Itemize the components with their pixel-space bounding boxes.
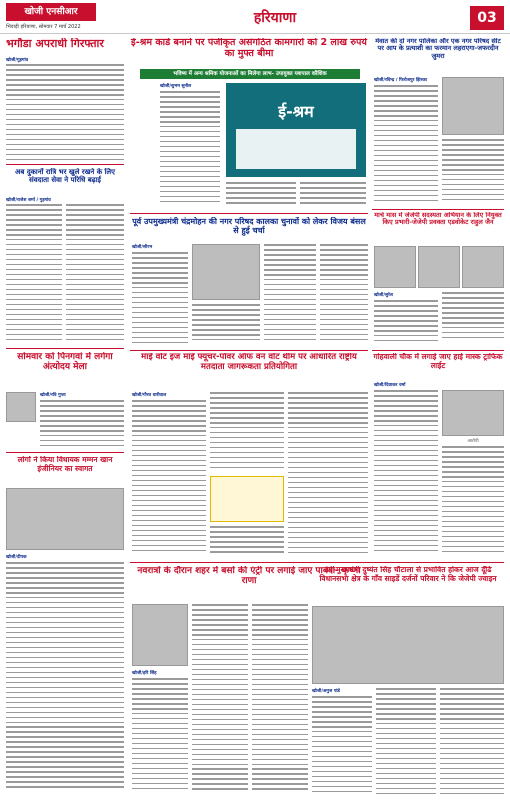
photo-jjp-member-2 <box>418 246 460 288</box>
photo-welcome <box>6 488 124 550</box>
body-story11-col3 <box>440 688 504 796</box>
headline-story9: लोगों ने किया विधायक मम्मन खान इंजीनियर का स्वागत <box>17 456 113 473</box>
divider <box>312 562 504 563</box>
body-story11-col2 <box>376 688 436 796</box>
byline-story10: खोजी/हरि सिंह <box>132 671 157 676</box>
body-story10-col3 <box>252 604 308 796</box>
highlight-box <box>210 476 284 522</box>
body-story2-col1 <box>6 204 62 344</box>
byline-story4: खोजी/सौरभ <box>132 245 153 250</box>
photo-jafruddin-jumra <box>442 77 504 135</box>
newspaper-logo: खोजी एनसीआर <box>6 3 96 21</box>
body-story6 <box>40 400 124 450</box>
divider <box>6 164 124 165</box>
body-story11-col1 <box>312 696 372 796</box>
divider <box>130 350 368 351</box>
body-story10-col2 <box>192 604 248 796</box>
byline-story5: खोजी/सुरेश <box>374 293 393 298</box>
eshram-info-panel <box>236 129 356 169</box>
body-story4-col3 <box>264 244 316 346</box>
page-number: 03 <box>470 6 504 30</box>
headline-story8: गोहवाली चौक में लगाई जाए हाई मास्क ट्राफिक लाईट <box>373 353 503 370</box>
body-story4-col1 <box>132 252 188 346</box>
body-story1 <box>6 64 124 162</box>
body-story7-col4 <box>288 392 368 558</box>
headline-story11: उप-मुख्यमंत्री दुष्यंत सिंह चौटाला से प्रभावित होकर आज दूँढि विधानसभा क्षेत्र के गाँव साइडें दर्जनों परिवार ने कि जेजेपी ज्वाइन <box>319 566 497 583</box>
headline-story10: नवरात्रों के दौरान शहर में बसों की एंट्री पर लगाई जाए पाबंदी- कृष्णा राणा <box>137 566 361 587</box>
body-story3-col3 <box>300 182 366 209</box>
headline-story5: मार्च मास में जेजेपी सदस्यता अभियान के लिए नियुक्त किए प्रभारी-जेजेपी प्रवक्ता एडवोकेट राहुल जैन <box>374 212 502 227</box>
byline-story1: खोजी/गुड़गांव <box>6 58 29 63</box>
body-story8-col1 <box>374 390 438 558</box>
byline-story7: खोजी/गौरव धारीवाल <box>132 393 167 398</box>
byline-story12: खोजी/रविन्द्र / फिरोजपुर झिरका <box>374 78 428 83</box>
headline-story12: मेवात की दो नगर पालिका और एक नगर परिषद सीट पर आप के प्रत्याशी का फरमान लहराएगा-जफरदीन जुमरा <box>375 38 501 60</box>
headline-story6: सोमवार को पिनगवां में लगेगा अंत्योदय मेला <box>17 352 113 373</box>
body-story7-col1 <box>132 400 206 558</box>
byline-story11: खोजी/अनुज पांडे <box>312 689 340 694</box>
byline-story9: खोजी/दीपक <box>6 555 27 560</box>
body-story2-col2 <box>66 204 124 344</box>
body-story7-col3 <box>210 526 284 558</box>
headline-story7: माई वोट इज माई फ्यूचर-पॉवर ऑफ वन वोट थीम पर आधारित राष्ट्रीय मतदाता जागरूकता प्रतियोगिता <box>141 353 357 372</box>
byline-story6: खोजी/रवि गुप्ता <box>40 393 66 398</box>
body-story8-col2 <box>442 446 504 558</box>
photo-official <box>6 392 36 422</box>
divider <box>6 452 124 453</box>
divider <box>372 209 504 210</box>
body-story4-col2 <box>192 304 260 346</box>
divider <box>130 213 368 214</box>
headline-story2: अब दुकानों रात्रि भर खुले रखने के लिए संवदाता सेवा ने परिधि बढ़ाई <box>15 168 115 185</box>
body-story4-col4 <box>320 244 368 346</box>
body-story3-col2 <box>226 182 296 209</box>
divider <box>372 350 504 351</box>
headline-story4: पूर्व उपमुख्यमंत्री चंद्रमोहन की नगर परिषद कालका चुनावों को लेकर विजय बंसल से हुई चर्चा <box>132 217 366 236</box>
section-title: हरियाणा <box>253 10 297 26</box>
divider <box>6 348 124 349</box>
byline-story2: खोजी/राजेश शर्मा / गुड़गांव <box>6 198 51 203</box>
body-story7-col2 <box>210 392 284 472</box>
photo-caption: आरोपी <box>467 439 479 444</box>
body-story9 <box>6 562 124 796</box>
eshram-graphic <box>226 83 366 177</box>
byline-story3: खोजी/शुभम सुनील <box>160 84 192 89</box>
photo-jjp-member-3 <box>462 246 504 288</box>
headline-story3: ई-श्रम कार्ड बनाने पर पंजीकृत असंगठित कामगारों को 2 लाख रुपये का मुफ्त बीमा <box>131 38 367 59</box>
headline-story1: भगौडा अपराधी गिरफ्तार <box>6 38 104 50</box>
photo-jjp-joining-group <box>312 606 504 684</box>
body-story12-col1 <box>374 85 438 205</box>
photo-krishna-rana <box>132 604 188 666</box>
dateline: भिवाड़ी हरियाणा, सोमवार 7 मार्च 2022 <box>6 24 81 30</box>
photo-gohwali-chowk <box>442 390 504 436</box>
body-story12-col2 <box>442 139 504 205</box>
photo-meeting <box>192 244 260 300</box>
subhead-story3: भविष्य में अन्य श्रमिक योजनाओं का मिलेगा लाभ- उपायुक्त यशपाल कौशिक <box>140 69 360 79</box>
body-story10-col1 <box>132 678 188 796</box>
body-story5-col1 <box>374 300 438 346</box>
photo-jjp-member-1 <box>374 246 416 288</box>
body-story3-col1 <box>160 91 220 209</box>
eshram-logo: ई-श्रम <box>278 102 314 121</box>
body-story5-col2 <box>442 292 504 346</box>
byline-story8: खोजी/दिवाकर वर्मा <box>374 383 406 388</box>
